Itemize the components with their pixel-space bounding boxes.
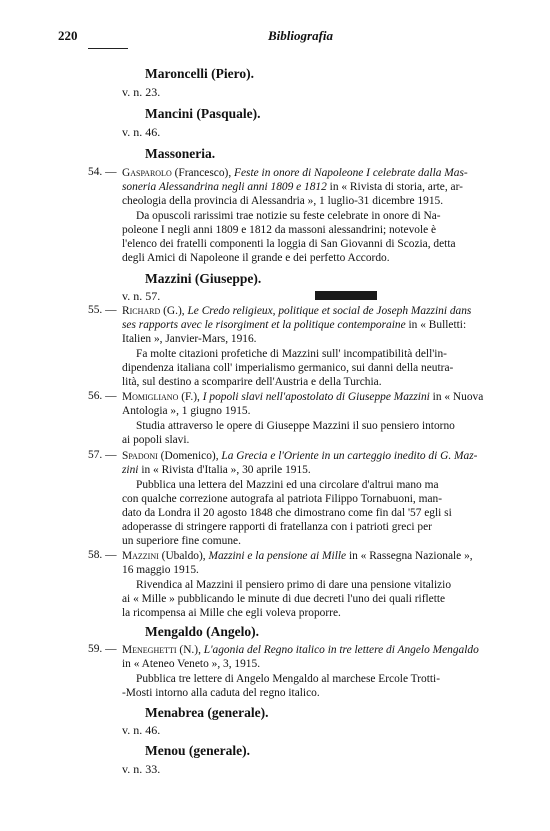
entry-line: Spadoni (Domenico), La Grecia e l'Oriente in un carteggio inedito di G. Maz- [122, 450, 478, 462]
entry-line: Rivendica al Mazzini il pensiero primo di dare una pensione vitalizio [136, 579, 452, 591]
section-heading: Menou (generale). [145, 743, 250, 758]
entry-line: soneria Alessandrina negli anni 1809 e 1812 in « Rivista di storia, arte, ar- [122, 181, 463, 193]
entry-line: Momigliano (F.), I popoli slavi nell'apostolato di Giuseppe Mazzini in « Nuova [122, 391, 484, 403]
section-heading: Mancini (Pasquale). [145, 106, 261, 121]
entry-number: 58. — [88, 549, 117, 561]
entry-line: zini in « Rivista d'Italia », 30 aprile 1915. [122, 464, 311, 476]
entry-line: con qualche correzione autografa al patriota Filippo Tornabuoni, man- [122, 493, 443, 505]
entry-line: degli Amici di Napoleone il grande e dei perfetto Accordo. [122, 252, 390, 264]
entry-line: Italien », Janvier-Mars, 1916. [122, 333, 257, 345]
section-heading: Maroncelli (Piero). [145, 66, 254, 81]
entry-number: 56. — [88, 390, 117, 402]
divider [88, 48, 128, 49]
section-heading: Mazzini (Giuseppe). [145, 271, 262, 286]
entry-line: -Mosti intorno alla caduta del regno italico. [122, 687, 320, 699]
entry-line: Meneghetti (N.), L'agonia del Regno italico in tre lettere di Angelo Mengaldo [122, 644, 479, 656]
entry-line: lità, sul destino a scomparire dell'Austria e della Turchia. [122, 376, 382, 388]
ink-blot [315, 291, 377, 300]
entry-line: l'elenco dei fratelli componenti la loggia di San Giovanni di Scozia, detta [122, 238, 456, 250]
entry-line: dipendenza italiana coll' imperialismo germanico, sui danni della neutra- [122, 362, 454, 374]
entry-line: Pubblica tre lettere di Angelo Mengaldo al marchese Ercole Trotti- [136, 673, 440, 685]
entry-line: la ricompensa ai Mille che egli voleva proporre. [122, 607, 341, 619]
cross-reference: v. n. 46. [122, 125, 161, 139]
entry-number: 55. — [88, 304, 117, 316]
entry-number: 54. — [88, 166, 117, 178]
entry-line: dato da Londra il 20 agosto 1848 che dimostrano come fin dal '57 egli si [122, 507, 452, 519]
entry-line: Richard (G.), Le Credo religieux, politique et social de Joseph Mazzini dans [122, 305, 472, 317]
entry-number: 59. — [88, 643, 117, 655]
section-heading: Menabrea (generale). [145, 705, 269, 720]
entry-line: Da opuscoli rarissimi trae notizie su feste celebrate in onore di Na- [136, 210, 441, 222]
entry-line: Gasparolo (Francesco), Feste in onore di Napoleone I celebrate dalla Mas- [122, 167, 468, 179]
entry-number: 57. — [88, 449, 117, 461]
entry-line: poleone I negli anni 1809 e 1812 da massoni alessandrini; notevole è [122, 224, 437, 236]
entry-line: adoperasse di stringere rapporti di fratellanza con i patrioti greci per [122, 521, 432, 533]
entry-line: ai popoli slavi. [122, 434, 190, 446]
cross-reference: v. n. 23. [122, 85, 161, 99]
cross-reference: v. n. 57. [122, 289, 161, 303]
running-title: Bibliografia [268, 28, 334, 43]
section-heading: Massoneria. [145, 146, 216, 161]
cross-reference: v. n. 46. [122, 723, 161, 737]
entry-line: Fa molte citazioni profetiche di Mazzini sull' incompatibilità dell'in- [136, 348, 447, 360]
cross-reference: v. n. 33. [122, 762, 161, 776]
entry-line: Mazzini (Ubaldo), Mazzini e la pensione ai Mille in « Rassegna Nazionale », [122, 550, 473, 562]
entry-line: in « Ateneo Veneto », 3, 1915. [122, 658, 261, 670]
entry-line: Studia attraverso le opere di Giuseppe Mazzini il suo pensiero intorno [136, 420, 455, 432]
entry-line: Antologia », 1 giugno 1915. [122, 405, 251, 417]
entry-line: ses rapports avec le risorgiment et la politique contemporaine in « Bulletti: [122, 319, 467, 331]
section-heading: Mengaldo (Angelo). [145, 624, 259, 639]
entry-line: ai « Mille » pubblicando le minute di due decreti l'uno dei quali riflette [122, 593, 446, 605]
page-number: 220 [58, 28, 78, 43]
entry-line: un superiore fine comune. [122, 535, 241, 547]
entry-line: 16 maggio 1915. [122, 564, 199, 576]
entry-line: cheologia della provincia di Alessandria », 1 luglio-31 dicembre 1915. [122, 195, 444, 207]
entry-line: Pubblica una lettera del Mazzini ed una circolare d'altrui mano ma [136, 479, 439, 491]
